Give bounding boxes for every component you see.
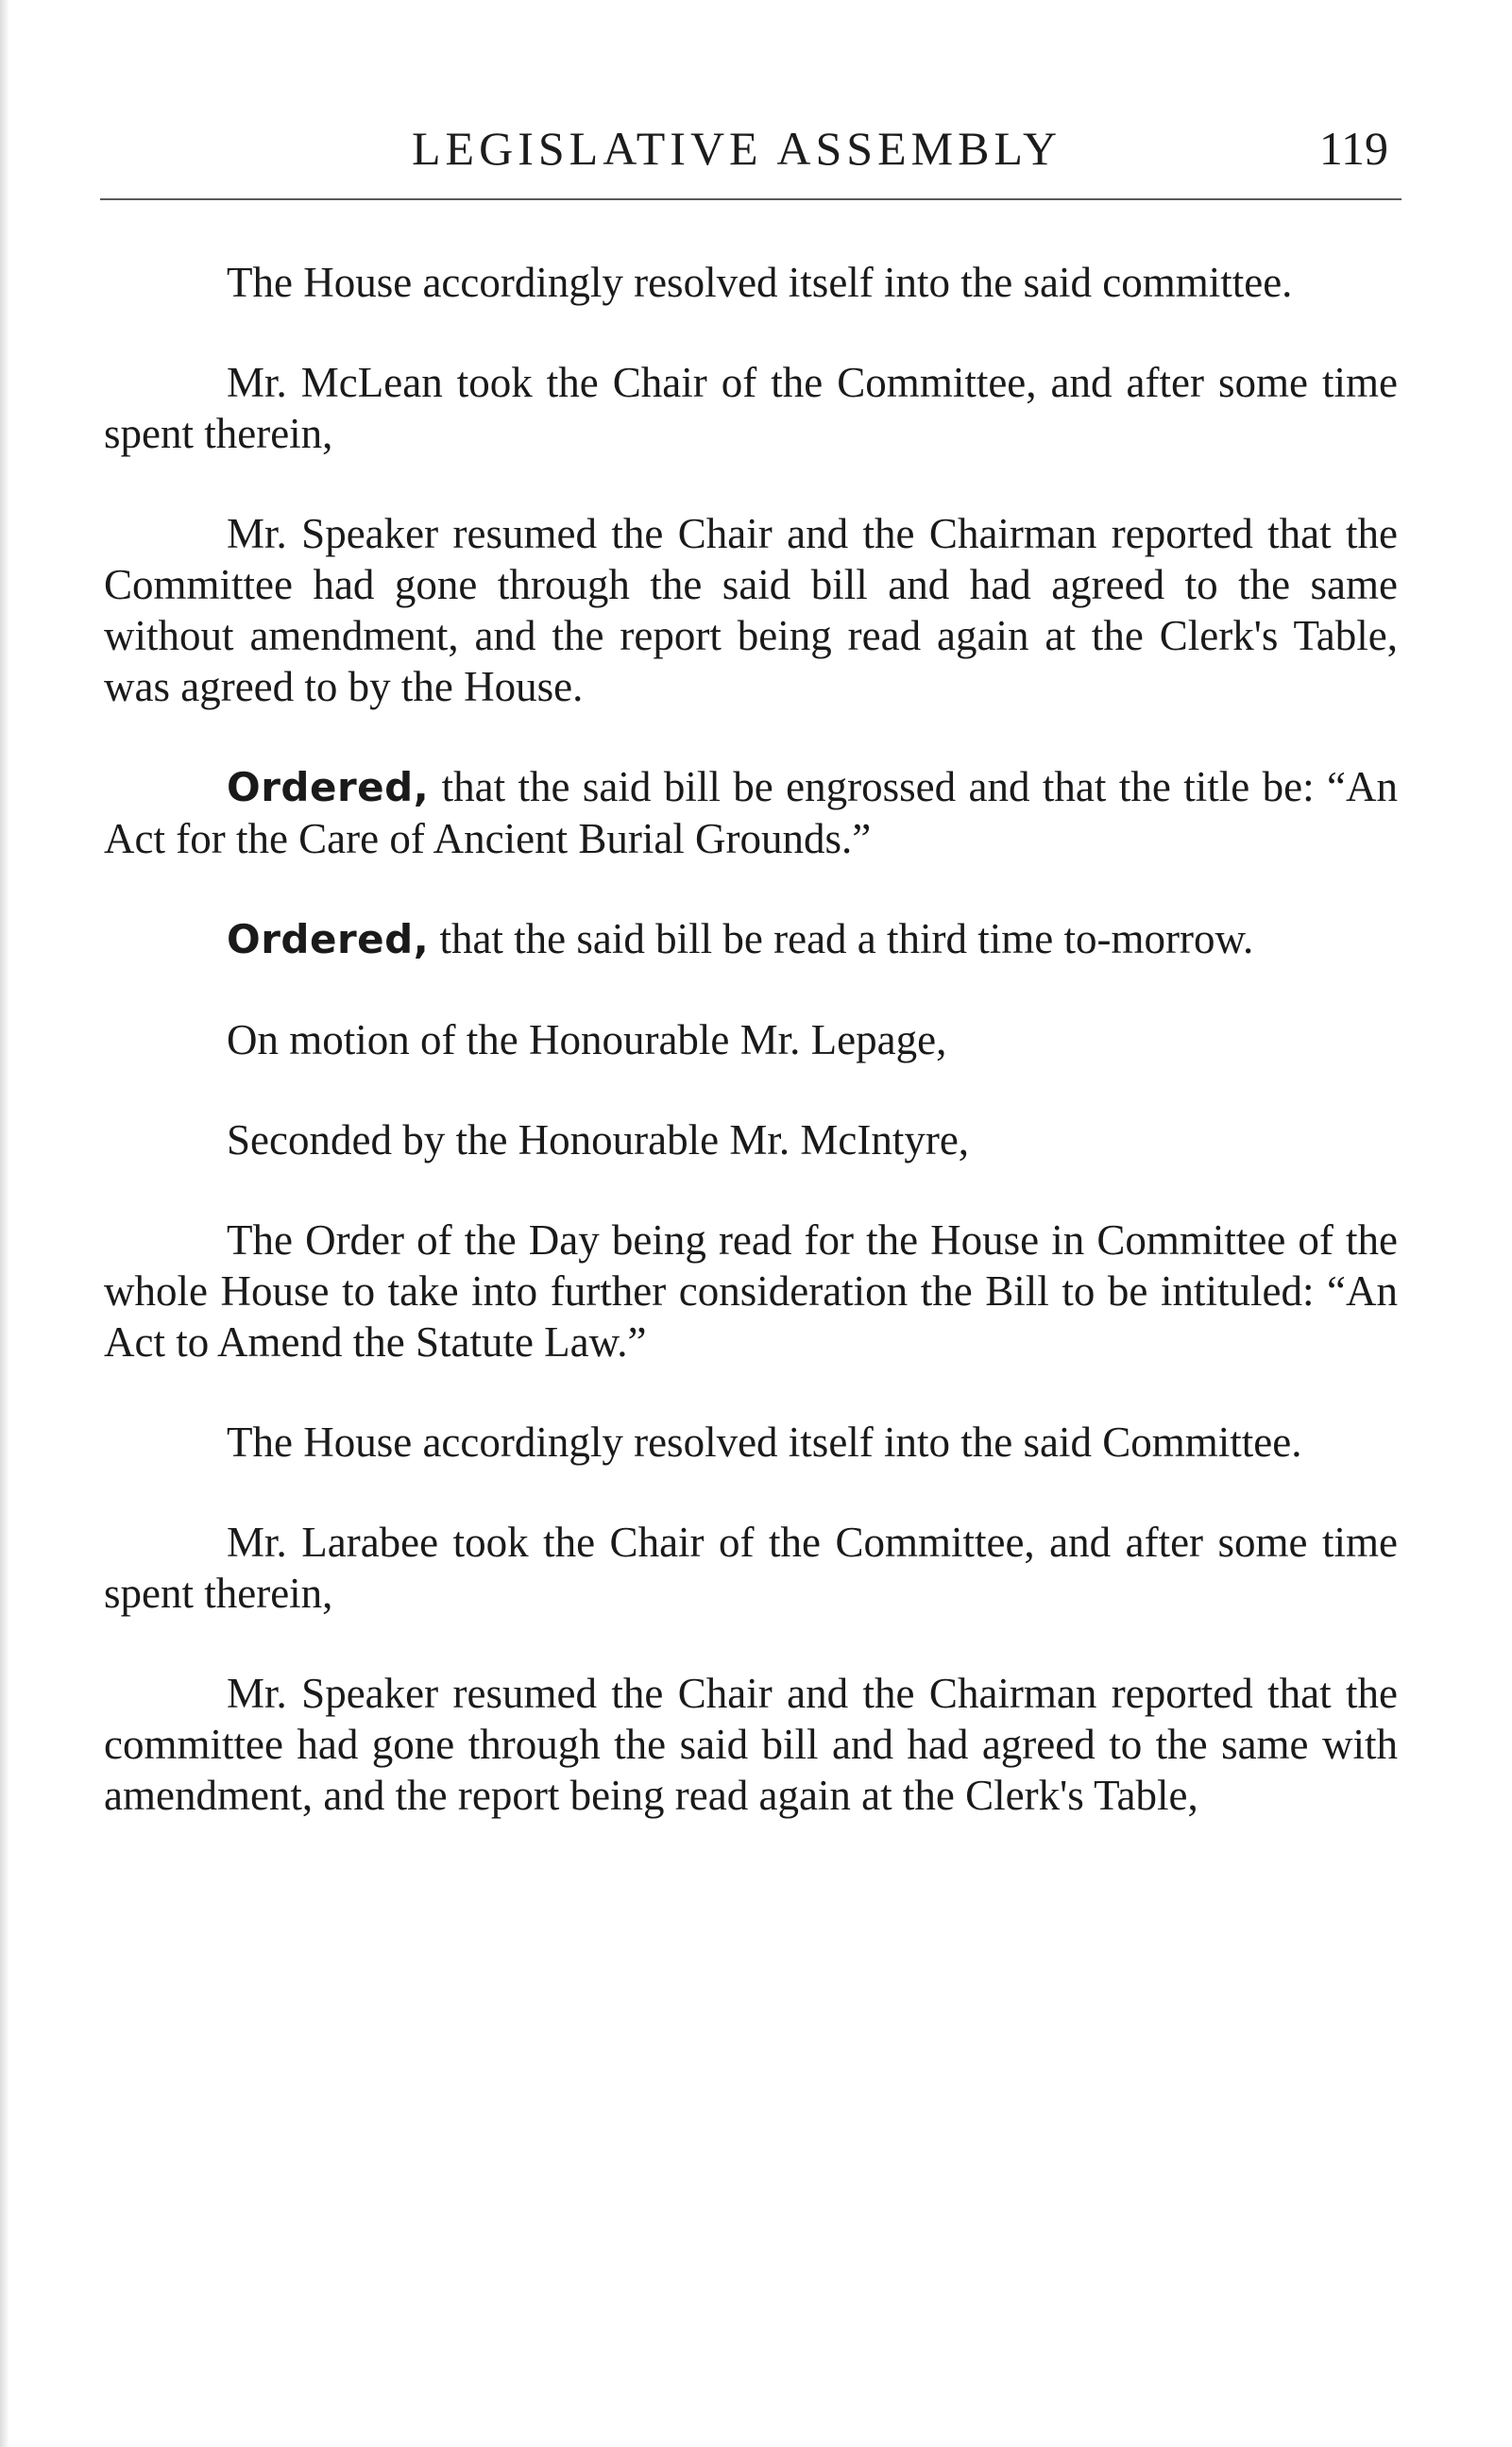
page-edge-shadow [0,0,9,2447]
paragraph-ordered-third-reading: Ordered, that the said bill be read a third time to-morrow. [227,915,1254,962]
paragraph-motion: On motion of the Honourable Mr. Lepage, [227,1016,947,1063]
paragraph-resolved-into-committee: The House accordingly resolved itself into the said committee. [227,259,1293,306]
paragraph-resolved-into-committee-2: The House accordingly resolved itself into the said Committee. [227,1419,1302,1466]
paragraph-speaker-report-2: Mr. Speaker resumed the Chair and the Chairman reported that the committee had gone through the said bill and had agreed to the same with amendment, and the report being read again at the Clerk's Table, [104,1670,1398,1819]
header-rule [100,198,1402,200]
page-body [104,257,1398,1870]
paragraph-ordered-engrossed: Ordered, that the said bill be engrossed and that the title be: “An Act for the Care of Ancient Burial Grounds.” [104,763,1398,862]
paragraph-mclean-chair: Mr. McLean took the Chair of the Committee, and after some time spent therein, [104,359,1398,457]
running-title: LEGISLATIVE ASSEMBLY [412,122,1062,175]
ordered-label: Ordered, [227,916,430,962]
page-header [100,111,1407,187]
paragraph-order-of-day: The Order of the Day being read for the House in Committee of the whole House to take into further consideration the Bill to be intituled: “An Act to Amend the Statute Law.” [104,1216,1398,1366]
page-number: 119 [1318,122,1388,175]
paragraph-larabee-chair: Mr. Larabee took the Chair of the Committee, and after some time spent therein, [104,1519,1398,1617]
paragraph-seconded: Seconded by the Honourable Mr. McIntyre, [227,1116,970,1164]
ordered-label: Ordered, [227,764,430,810]
paragraph-speaker-report: Mr. Speaker resumed the Chair and the Chairman reported that the Committee had gone through the said bill and had agreed to the same without amendment, and the report being read again at the Clerk's Table, was agreed to by the House. [104,510,1398,710]
